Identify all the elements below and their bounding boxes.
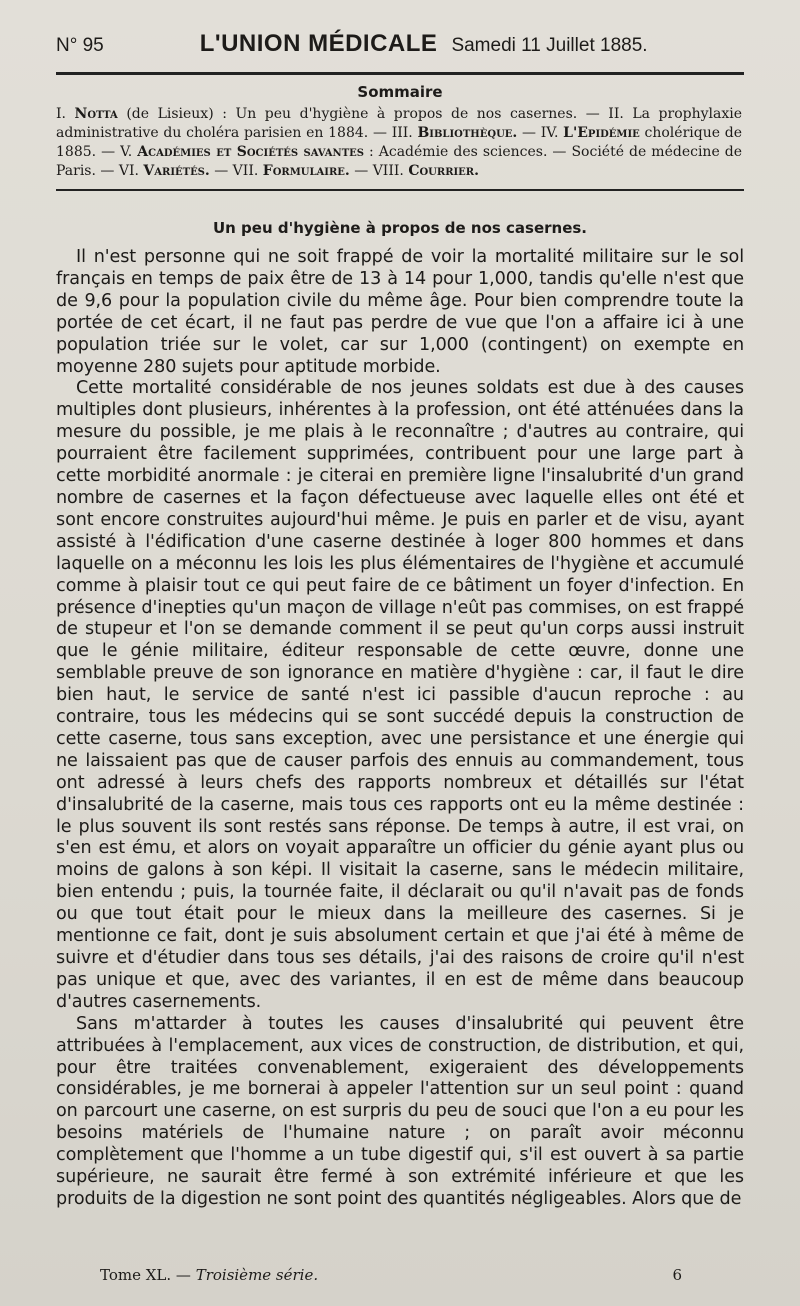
paragraph: Cette mortalité considérable de nos jeunes soldats est due à des causes multiples dont plusieurs, inhérentes à la profession, ont été atténuées dans la mesure du possible, je me plais à le reconnaître ; d'autres au contraire, qui pourraient être facilement supprimées, contribuent pour une large part à cette morbidité anormale : je citerai en première ligne l'insalubrité d'un grand nombre de casernes et la façon défectueuse avec laquelle elles ont été et sont encore construites aujourd'hui même. Je puis en parler et de visu, ayant assisté à l'édification d'une caserne destinée à loger 800 hommes et dans laquelle on a méconnu les lois les plus élémentaires de l'hygiène et accumulé comme à plaisir tout ce qui peut faire de ce bâtiment un foyer d'infection. En présence d'inepties qu'un maçon de village n'eût pas commises, on est frappé de stupeur et l'on se demande comment il se peut qu'un corps aussi instruit que le génie militaire, éditeur responsable de cette œuvre, donne une semblable preuve de son ignorance en matière d'hygiène : car, il faut le dire bien haut, le service de santé n'est ici passible d'aucun reproche : au contraire, tous les médecins qui se sont succédé depuis la construction de cette caserne, tous sans exception, avec une persistance et une énergie qui ne laissaient pas que de causer parfois des ennuis au commandement, tous ont adressé à leurs chefs des rapports nombreux et détaillés sur l'état d'insalubrité de la caserne, mais tous ces rapports ont eu la même destinée : le plus souvent ils sont restés sans réponse. De temps à autre, il est vrai, on s'en est ému, et alors on voyait apparaître un officier du génie ayant plus ou moins de galons à son képi. Il visitait la caserne, sans le médecin militaire, bien entendu ; puis, la tournée faite, il déclarait ou qu'il n'avait pas de fonds ou que tout était pour le mieux dans la meilleure des casernes. Si je mentionne ce fait, dont je suis absolument certain et que j'ai été à même de suivre et d'étudier dans tous ses détails, j'ai des raisons de croire qu'il n'est pas unique et que, avec des variantes, il en est de même dans beaucoup d'autres casernements. [56, 378, 744, 1012]
page-number: 6 [672, 1266, 682, 1284]
series-label: Troisième série. [195, 1266, 319, 1284]
issue-number: N° 95 [56, 35, 104, 56]
article-title: Un peu d'hygiène à propos de nos casernes. [212, 219, 588, 237]
volume-info [100, 1266, 318, 1284]
sommaire-contents [56, 105, 744, 181]
sommaire-text-segment: cholérique de 1885. — V. [56, 125, 742, 160]
sommaire-text-segment: La prophylaxie administrative du choléra parisien en 1884. [56, 106, 742, 141]
tome-label: Tome XL. — [100, 1266, 196, 1284]
sommaire-section-name: Formulaire. [262, 163, 350, 179]
sommaire-text-segment: I. [56, 106, 75, 122]
sommaire-section-name: Courrier. [408, 163, 479, 179]
paragraph: Il n'est personne qui ne soit frappé de voir la mortalité militaire sur le sol français en temps de paix être de 13 à 14 pour 1,000, tandis qu'elle n'est que de 9,6 pour la population civile du même âge. Pour bien comprendre toute la portée de cet écart, il ne faut pas perdre de vue que l'on a affaire ici à une population triée sur le volet, car sur 1,000 (contingent) on exempte en moyenne 280 sujets pour aptitude morbide. [56, 247, 744, 377]
issue-date: Samedi 11 Juillet 1885. [451, 35, 648, 56]
page-footer [100, 1266, 682, 1284]
sommaire-text-segment: (de Lisieux) : Un peu d'hygiène à propos de nos casernes. — II. [117, 106, 633, 122]
sommaire-text-segment: — III. [368, 125, 418, 141]
masthead [56, 30, 744, 66]
article-body [56, 247, 744, 1211]
sommaire-text-segment: — IV. [517, 125, 564, 141]
sommaire-section-name: Variétés. [143, 163, 210, 179]
sommaire-section-name: L'Epidémie [563, 125, 640, 141]
sommaire-text-segment: — VIII. [349, 163, 409, 179]
journal-title: L'UNION MÉDICALE [199, 30, 438, 57]
sommaire-heading: Sommaire [357, 83, 443, 101]
sommaire-text-segment: — VII. [209, 163, 263, 179]
masthead-title-group [104, 30, 744, 58]
sommaire-section-name: Bibliothèque. [417, 125, 518, 141]
sommaire-section-name: Académies et Sociétés savantes [137, 144, 364, 160]
paragraph: Sans m'attarder à toutes les causes d'insalubrité qui peuvent être attribuées à l'emplacement, aux vices de construction, de distribution, et qui, pour être traitées convenablement, exigeraient des développements considérables, je me bornerai à appeler l'attention sur un seul point : quand on parcourt une caserne, on est surpris du peu de souci que l'on a eu pour les besoins matériels de l'humaine nature ; on paraît avoir méconnu complètement que l'homme a un tube digestif qui, s'il est ouvert à sa partie supérieure, ne saurait être fermé à son extrémité inférieure et que les produits de la digestion ne sont point des quantités négligeables. Alors que de [56, 1013, 744, 1209]
sommaire-rule [56, 189, 744, 191]
header-rule [56, 72, 744, 75]
sommaire-text-segment: : Académie des sciences. — Société de médecine de Paris. — VI. [56, 144, 743, 179]
sommaire-section-name: Notta [74, 106, 118, 122]
